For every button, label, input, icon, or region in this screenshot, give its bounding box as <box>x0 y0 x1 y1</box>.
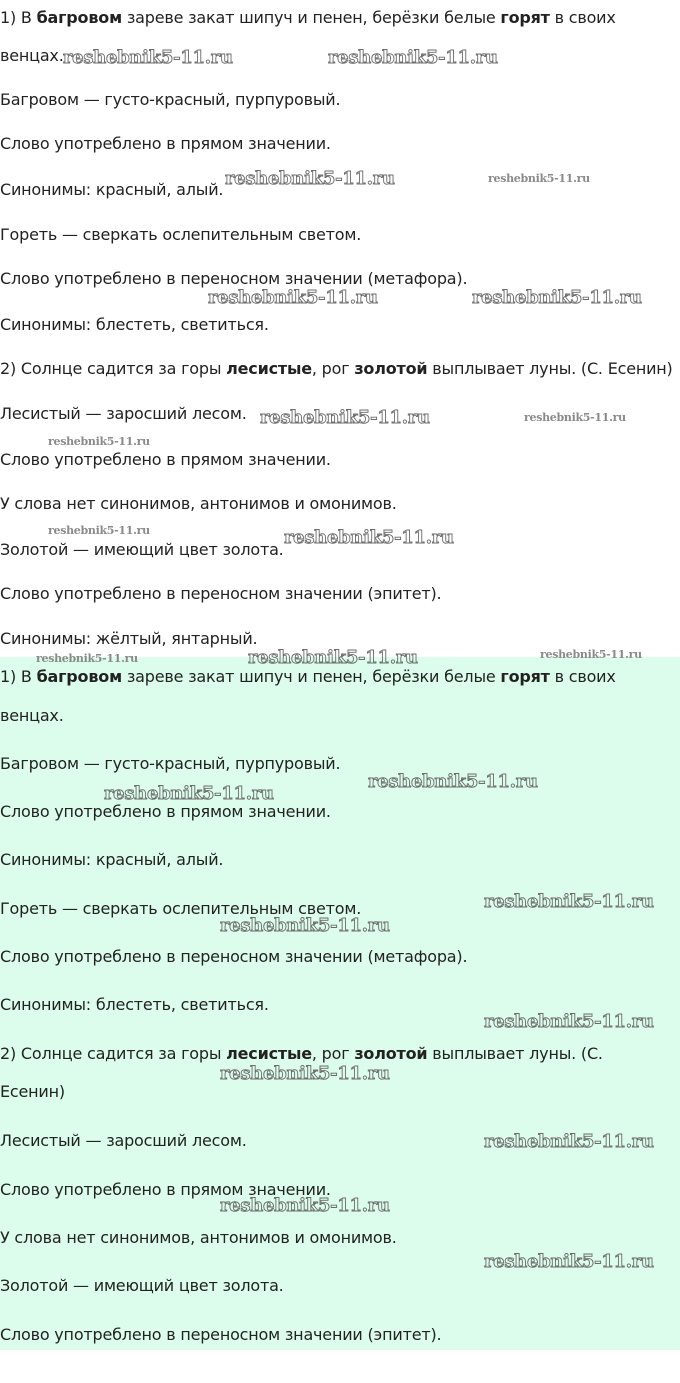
text-fragment: Золотой — имеющий цвет золота. <box>0 1276 284 1295</box>
text-fragment: Синонимы: красный, алый. <box>0 180 224 199</box>
watermark: reshebnik5-11.ru <box>220 1195 390 1216</box>
text-line <box>0 947 668 967</box>
text-line <box>0 1228 668 1248</box>
watermark: reshebnik5-11.ru <box>484 1251 654 1272</box>
highlighted-word: золотой <box>354 1044 428 1063</box>
text-line <box>0 1044 668 1064</box>
text-line <box>0 450 668 470</box>
text-fragment: 2) Солнце садится за горы <box>0 1044 227 1063</box>
highlighted-word: багровом <box>36 667 122 686</box>
watermark: reshebnik5-11.ru <box>208 287 378 308</box>
text-fragment: , рог <box>311 1044 355 1063</box>
text-fragment: в своих <box>549 667 616 686</box>
text-fragment: Лесистый — заросший лесом. <box>0 404 247 423</box>
text-fragment: Слово употреблено в прямом значении. <box>0 802 331 821</box>
highlighted-word: золотой <box>354 359 428 378</box>
text-line <box>0 90 668 110</box>
watermark: reshebnik5-11.ru <box>48 524 150 537</box>
text-fragment: , рог <box>311 359 355 378</box>
text-fragment: 2) Солнце садится за горы <box>0 359 227 378</box>
text-fragment: в своих <box>549 8 616 27</box>
text-fragment: зареве закат шипуч и пенен, берёзки белые <box>121 667 501 686</box>
text-line <box>0 754 668 774</box>
text-line <box>0 225 668 245</box>
text-fragment: Синонимы: блестеть, светиться. <box>0 995 269 1014</box>
watermark: reshebnik5-11.ru <box>484 1011 654 1032</box>
text-fragment: Слово употреблено в переносном значении (эпитет). <box>0 1325 442 1344</box>
text-fragment: Слово употреблено в прямом значении. <box>0 450 331 469</box>
text-fragment: У слова нет синонимов, антонимов и омонимов. <box>0 494 397 513</box>
watermark: reshebnik5-11.ru <box>368 771 538 792</box>
watermark: reshebnik5-11.ru <box>484 1131 654 1152</box>
text-line <box>0 850 668 870</box>
text-fragment: Багровом — густо-красный, пурпуровый. <box>0 90 341 109</box>
text-fragment: Гореть — сверкать ослепительным светом. <box>0 899 362 918</box>
highlighted-word: горят <box>500 667 550 686</box>
highlighted-word: горят <box>500 8 550 27</box>
highlighted-word: лесистые <box>226 359 312 378</box>
text-line <box>0 494 668 514</box>
watermark: reshebnik5-11.ru <box>220 915 390 936</box>
text-fragment: У слова нет синонимов, антонимов и омонимов. <box>0 1228 397 1247</box>
watermark: reshebnik5-11.ru <box>260 407 430 428</box>
watermark: reshebnik5-11.ru <box>284 527 454 548</box>
text-line <box>0 315 668 335</box>
text-line <box>0 1082 668 1102</box>
text-fragment: зареве закат шипуч и пенен, берёзки белые <box>121 8 501 27</box>
watermark: reshebnik5-11.ru <box>540 648 642 661</box>
watermark: reshebnik5-11.ru <box>63 47 233 68</box>
watermark: reshebnik5-11.ru <box>328 47 498 68</box>
text-line <box>0 706 668 726</box>
highlighted-word: багровом <box>36 8 122 27</box>
text-fragment: выплывает луны. (С. <box>427 1044 603 1063</box>
text-line <box>0 1276 668 1296</box>
text-fragment: Слово употреблено в переносном значении (метафора). <box>0 269 468 288</box>
watermark: reshebnik5-11.ru <box>484 891 654 912</box>
text-line <box>0 8 668 28</box>
text-line <box>0 269 668 289</box>
text-line <box>0 667 668 687</box>
text-fragment: Гореть — сверкать ослепительным светом. <box>0 225 362 244</box>
text-fragment: Золотой — имеющий цвет золота. <box>0 540 284 559</box>
text-fragment: венцах. <box>0 706 64 725</box>
text-line <box>0 134 668 154</box>
text-fragment: Есенин) <box>0 1082 65 1101</box>
text-fragment: Синонимы: красный, алый. <box>0 850 224 869</box>
text-line <box>0 802 668 822</box>
text-fragment: Слово употреблено в прямом значении. <box>0 1180 331 1199</box>
watermark: reshebnik5-11.ru <box>248 647 418 668</box>
text-fragment: Синонимы: блестеть, светиться. <box>0 315 269 334</box>
text-fragment: 1) В <box>0 667 37 686</box>
watermark: reshebnik5-11.ru <box>36 652 138 665</box>
text-fragment: 1) В <box>0 8 37 27</box>
text-fragment: Багровом — густо-красный, пурпуровый. <box>0 754 341 773</box>
text-fragment: выплывает луны. (С. Есенин) <box>427 359 673 378</box>
watermark: reshebnik5-11.ru <box>472 287 642 308</box>
watermark: reshebnik5-11.ru <box>488 172 590 185</box>
text-fragment: Лесистый — заросший лесом. <box>0 1131 247 1150</box>
watermark: reshebnik5-11.ru <box>104 783 274 804</box>
text-line <box>0 584 668 604</box>
text-line <box>0 359 673 379</box>
text-fragment: Слово употреблено в переносном значении (эпитет). <box>0 584 442 603</box>
text-fragment: венцах. <box>0 46 64 65</box>
watermark: reshebnik5-11.ru <box>48 435 150 448</box>
text-line <box>0 629 668 649</box>
text-fragment: Слово употреблено в переносном значении (метафора). <box>0 947 468 966</box>
watermark: reshebnik5-11.ru <box>225 168 395 189</box>
watermark: reshebnik5-11.ru <box>220 1063 390 1084</box>
text-line <box>0 1325 668 1345</box>
watermark: reshebnik5-11.ru <box>524 411 626 424</box>
highlighted-word: лесистые <box>226 1044 312 1063</box>
text-fragment: Слово употреблено в прямом значении. <box>0 134 331 153</box>
text-fragment: Синонимы: жёлтый, янтарный. <box>0 629 258 648</box>
